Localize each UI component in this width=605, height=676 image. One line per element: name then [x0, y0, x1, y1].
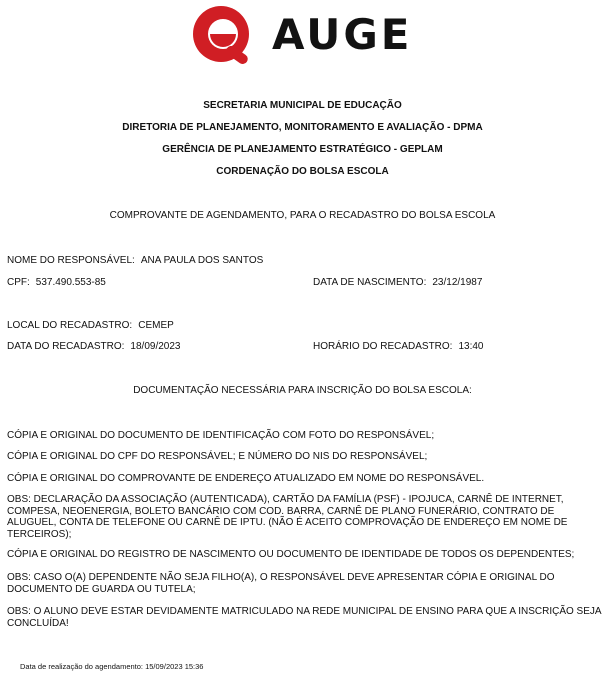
docs-title: DOCUMENTAÇÃO NECESSÁRIA PARA INSCRIÇÃO DO BOLSA ESCOLA: [133, 385, 472, 396]
responsavel-label: NOME DO RESPONSÁVEL: [7, 255, 135, 266]
cpf-row [7, 277, 106, 289]
horario-value: 13:40 [458, 341, 484, 352]
requirement-item: CÓPIA E ORIGINAL DO DOCUMENTO DE IDENTIFICAÇÃO COM FOTO DO RESPONSÁVEL; [7, 430, 435, 441]
requirement-item: CÓPIA E ORIGINAL DO COMPROVANTE DE ENDEREÇO ATUALIZADO EM NOME DO RESPONSÁVEL. [7, 473, 485, 484]
local-row [7, 320, 174, 332]
requirement-obs: OBS: DECLARAÇÃO DA ASSOCIAÇÃO (AUTENTICADA), CARTÃO DA FAMÍLIA (PSF) - IPOJUCA, CARNÊ DE INTERNET, COMPESA, NEOENERGIA, BOLETO BANCÁRIO COM COD. BARRA, CARNÊ DE PLANO FUNERÁRIO, CONTRATO DE ALUGUEL, CONTA DE TELEFONE OU CARNÊ DE IPTU. (NÃO É ACEITO COMPROVAÇÃO DE ENDEREÇO EM NOME DE TERCEIROS); [7, 494, 568, 540]
auge-logo-icon [190, 4, 258, 64]
data-recadastro-value: 18/09/2023 [130, 341, 181, 352]
logo-text: AUGE [272, 10, 413, 59]
local-label: LOCAL DO RECADASTRO: [7, 320, 133, 331]
local-value: CEMEP [138, 320, 174, 331]
cpf-label: CPF: [7, 277, 30, 288]
header-diretoria: DIRETORIA DE PLANEJAMENTO, MONITORAMENTO E AVALIAÇÃO - DPMA [122, 122, 483, 133]
requirement-item: CÓPIA E ORIGINAL DO CPF DO RESPONSÁVEL; E NÚMERO DO NIS DO RESPONSÁVEL; [7, 451, 428, 462]
auge-logo [190, 4, 420, 64]
data-recadastro-label: DATA DO RECADASTRO: [7, 341, 125, 352]
requirement-obs: OBS: O ALUNO DEVE ESTAR DEVIDAMENTE MATRICULADO NA REDE MUNICIPAL DE ENSINO PARA QUE A INSCRIÇÃO SEJA CONCLUÍDA! [7, 606, 602, 629]
horario-row [313, 341, 484, 353]
requirement-obs: OBS: CASO O(A) DEPENDENTE NÃO SEJA FILHO(A), O RESPONSÁVEL DEVE APRESENTAR CÓPIA E ORIGINAL DO DOCUMENTO DE GUARDA OU TUTELA; [7, 572, 555, 595]
nascimento-label: DATA DE NASCIMENTO: [313, 277, 427, 288]
header-gerencia: GERÊNCIA DE PLANEJAMENTO ESTRATÉGICO - GEPLAM [162, 144, 443, 155]
header-secretaria: SECRETARIA MUNICIPAL DE EDUCAÇÃO [203, 100, 402, 111]
requirement-item: CÓPIA E ORIGINAL DO REGISTRO DE NASCIMENTO OU DOCUMENTO DE IDENTIDADE DE TODOS OS DEPENDENTES; [7, 549, 575, 560]
cpf-value: 537.490.553-85 [35, 277, 106, 288]
horario-label: HORÁRIO DO RECADASTRO: [313, 341, 453, 352]
nascimento-value: 23/12/1987 [432, 277, 483, 288]
responsavel-value: ANA PAULA DOS SANTOS [140, 255, 264, 266]
data-recadastro-row [7, 341, 180, 353]
header-coordenacao: CORDENAÇÃO DO BOLSA ESCOLA [216, 166, 389, 177]
document-subtitle: COMPROVANTE DE AGENDAMENTO, PARA O RECADASTRO DO BOLSA ESCOLA [109, 210, 496, 221]
scheduling-timestamp: Data de realização do agendamento: 15/09/2023 15:36 [20, 662, 204, 671]
responsavel-row [7, 255, 263, 267]
nascimento-row [313, 277, 482, 289]
